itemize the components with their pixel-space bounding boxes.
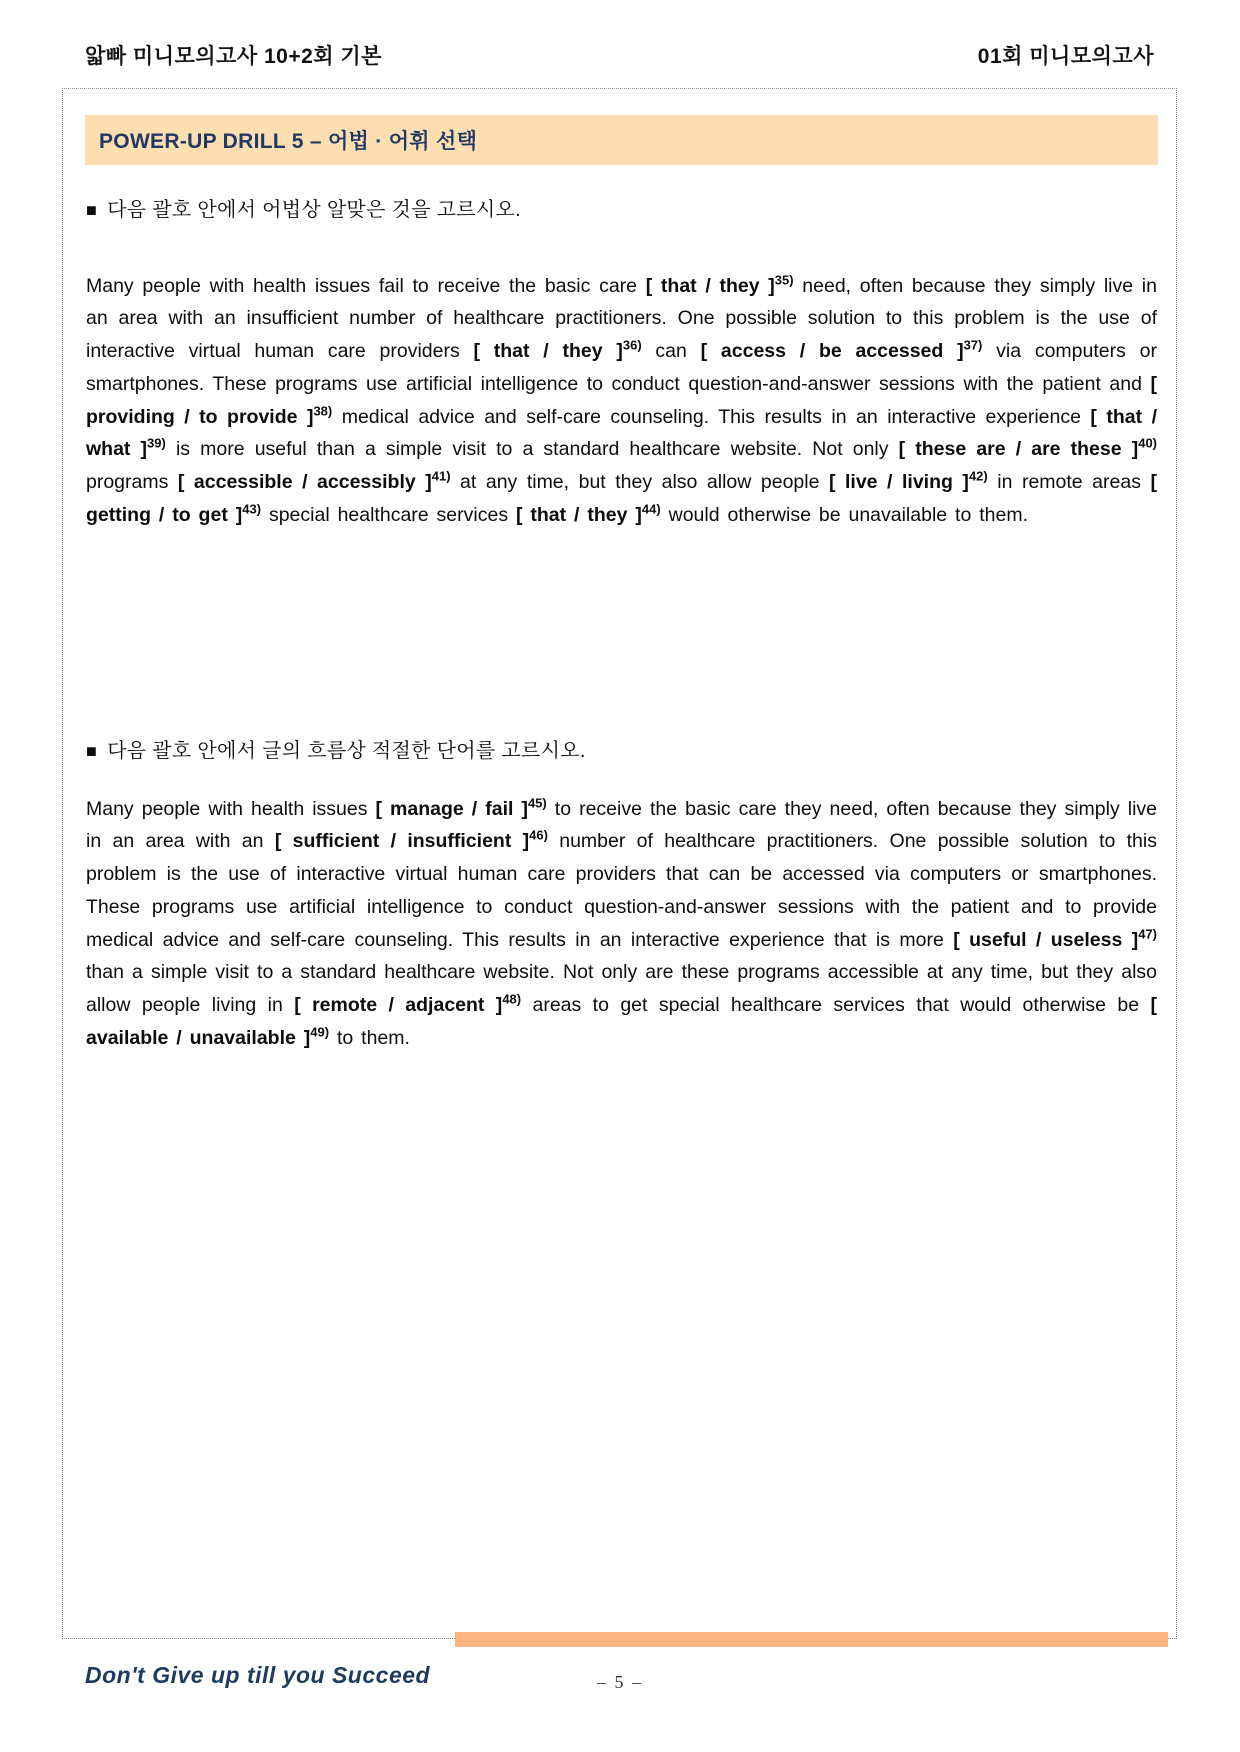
- choice-number: 48): [502, 991, 522, 1007]
- passage-text: number of healthcare practitioners. One possible solution to this problem is the use of interactive virtual human care providers that can be accessed via computers or smartphones. These programs use artificial intelligence to conduct question-and-answer sessions with the patient and to provide medical advice and self-care counseling. This results in an interactive experience that is more: [86, 830, 1157, 951]
- choice-number: 42): [968, 468, 988, 484]
- choice-option: [ useful / useless ]: [953, 928, 1139, 951]
- choice-option: [ providing / to provide ]: [86, 372, 1157, 428]
- choice-number: 36): [622, 337, 642, 353]
- passage-text: need, often because they simply live in an area with an insufficient number of healthcare practitioners. One possible solution to this problem is the use of interactive virtual human care providers: [86, 274, 1157, 363]
- passage-text: areas to get special healthcare services that would otherwise be: [521, 994, 1151, 1017]
- choice-number: 38): [313, 403, 333, 419]
- choice-option: [ available / unavailable ]: [86, 994, 1157, 1050]
- choice-option: [ that / what ]: [86, 405, 1157, 461]
- choice-option: [ manage / fail ]: [375, 797, 528, 820]
- passage-text: Many people with health issues: [86, 797, 376, 820]
- passage-text: Many people with health issues fail to receive the basic care: [86, 274, 646, 297]
- footer-slogan: Don't Give up till you Succeed: [85, 1662, 431, 1688]
- choice-option: [ access / be accessed ]: [700, 340, 964, 363]
- choice-number: 43): [242, 501, 262, 517]
- choice-option: [ remote / adjacent ]: [294, 994, 503, 1017]
- choice-number: 45): [527, 795, 547, 810]
- passage-grammar: [86, 270, 1157, 532]
- section-bullet-icon: ■: [86, 200, 98, 220]
- choice-number: 49): [310, 1024, 330, 1040]
- choice-option: [ sufficient / insufficient ]: [274, 830, 530, 853]
- choice-option: [ live / living ]: [828, 471, 969, 494]
- passage-text: special healthcare services: [261, 504, 516, 527]
- choice-number: 47): [1138, 926, 1157, 942]
- passage-text: via computers or smartphones. These programs use artificial intelligence to conduct question-and-answer sessions with the patient and: [86, 340, 1157, 395]
- passage-text: is more useful than a simple visit to a standard healthcare website. Not only: [165, 438, 899, 461]
- drill-banner: [85, 115, 1158, 165]
- choice-option: [ these are / are these ]: [898, 438, 1139, 461]
- passage-text: can: [641, 340, 701, 363]
- passage-vocab: [86, 793, 1157, 1055]
- choice-number: 37): [963, 337, 983, 353]
- choice-option: [ accessible / accessibly ]: [177, 471, 432, 494]
- section-vocab-heading-text: 다음 괄호 안에서 글의 흐름상 적절한 단어를 고르시오.: [107, 740, 586, 762]
- choice-number: 46): [529, 827, 548, 843]
- page-number: – 5 –: [597, 1672, 643, 1692]
- drill-banner-title: POWER-UP DRILL 5 – 어법 · 어휘 선택: [99, 130, 478, 153]
- passage-text: at any time, but they also allow people: [450, 471, 829, 494]
- passage-text: would otherwise be unavailable to them.: [660, 504, 1028, 527]
- passage-text: to receive the basic care they need, often because they simply live in an area with an: [86, 797, 1157, 853]
- section-grammar-heading: [86, 193, 1154, 222]
- choice-option: [ getting / to get ]: [86, 471, 1157, 527]
- passage-text: to them.: [329, 1027, 410, 1050]
- section-grammar-heading-text: 다음 괄호 안에서 어법상 알맞은 것을 고르시오.: [107, 199, 521, 221]
- choice-number: 41): [431, 468, 451, 484]
- passage-text: in remote areas: [987, 471, 1151, 494]
- passage-text: programs: [86, 471, 178, 494]
- choice-number: 40): [1138, 435, 1158, 451]
- choice-option: [ that / they ]: [645, 274, 775, 297]
- section-vocab-heading: [86, 734, 1154, 763]
- passage-text: medical advice and self-care counseling. This results in an interactive experience: [332, 405, 1091, 428]
- choice-option: [ that / they ]: [473, 340, 623, 363]
- choice-number: 39): [147, 435, 166, 451]
- choice-number: 35): [774, 272, 794, 287]
- header-left-title: 앏빠 미니모의고사 10+2회 기본: [85, 45, 382, 68]
- choice-number: 44): [641, 501, 661, 517]
- content-box: [62, 88, 1177, 1639]
- header-right-title: 01회 미니모의고사: [977, 45, 1154, 68]
- passage-text: than a simple visit to a standard healthcare website. Not only are these programs accessible at any time, but they also allow people living in: [86, 961, 1157, 1017]
- section-bullet-icon: ■: [86, 741, 98, 761]
- footer-accent-bar: [455, 1632, 1168, 1647]
- choice-option: [ that / they ]: [515, 504, 642, 527]
